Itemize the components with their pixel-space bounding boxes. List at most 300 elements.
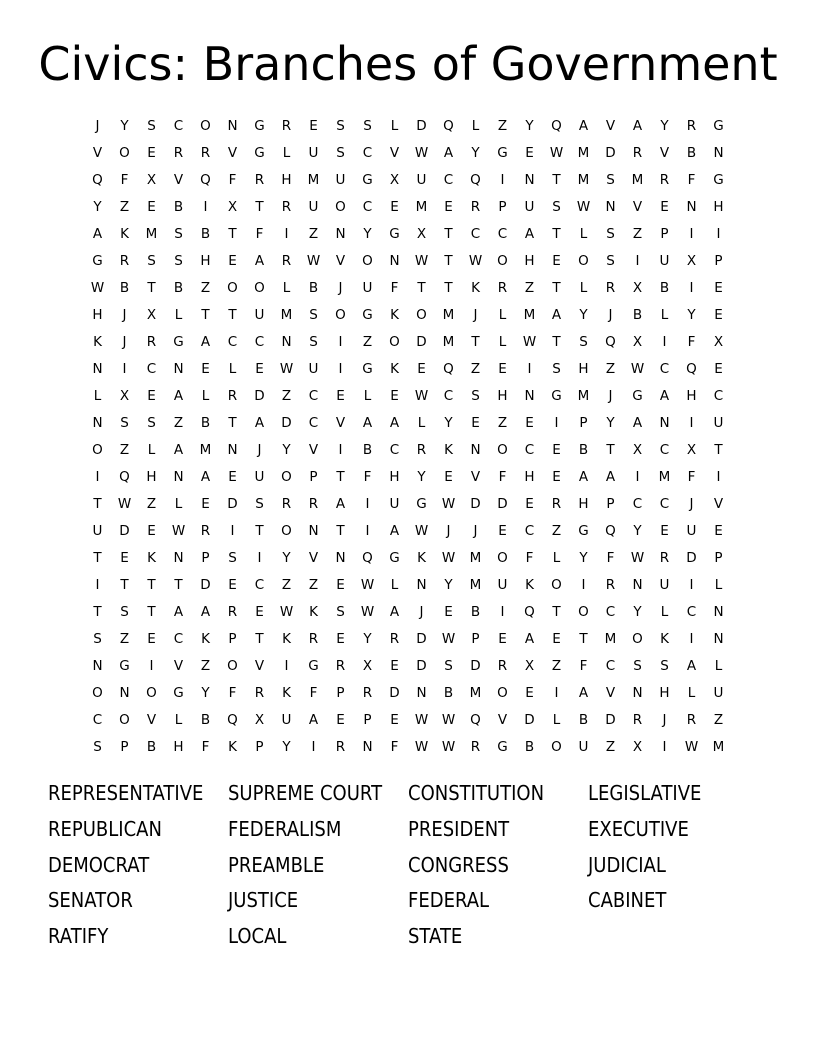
grid-letter: R xyxy=(470,199,481,215)
grid-letter: E xyxy=(552,631,561,647)
grid-letter: G xyxy=(713,118,724,134)
word-list-item: PRESIDENT xyxy=(408,816,510,841)
grid-letter: Y xyxy=(282,550,291,566)
grid-letter: K xyxy=(120,226,129,242)
grid-letter: Y xyxy=(363,226,372,242)
grid-letter: B xyxy=(173,280,184,296)
grid-letter: N xyxy=(92,658,103,674)
grid-letter: W xyxy=(576,199,591,215)
grid-letter: X xyxy=(632,280,643,296)
grid-letter: H xyxy=(92,307,103,323)
grid-letter: R xyxy=(254,172,265,188)
grid-letter: R xyxy=(632,712,643,728)
grid-letter: N xyxy=(524,172,535,188)
grid-letter: J xyxy=(257,442,262,458)
grid-letter: E xyxy=(444,469,453,485)
grid-letter: R xyxy=(605,280,616,296)
grid-letter: P xyxy=(309,469,318,485)
grid-row xyxy=(84,383,732,410)
grid-letter: V xyxy=(308,550,319,566)
grid-letter: I xyxy=(527,361,532,377)
grid-letter: D xyxy=(686,550,697,566)
grid-letter: E xyxy=(444,604,453,620)
grid-letter: W xyxy=(630,361,645,377)
grid-letter: V xyxy=(632,199,643,215)
grid-letter: U xyxy=(308,145,319,161)
grid-letter: C xyxy=(227,334,238,350)
grid-letter: T xyxy=(147,577,156,593)
grid-row xyxy=(84,653,732,680)
grid-letter: N xyxy=(605,199,616,215)
grid-letter: B xyxy=(200,415,211,431)
grid-letter: S xyxy=(309,307,318,323)
grid-letter: J xyxy=(689,496,694,512)
grid-letter: Y xyxy=(633,523,642,539)
grid-letter: J xyxy=(95,118,100,134)
grid-letter: V xyxy=(497,712,508,728)
grid-letter: N xyxy=(335,550,346,566)
grid-letter: N xyxy=(416,577,427,593)
grid-letter: T xyxy=(174,577,183,593)
word-list-item: LOCAL xyxy=(228,924,287,949)
grid-letter: L xyxy=(282,145,291,161)
grid-row xyxy=(84,140,732,167)
grid-letter: L xyxy=(147,442,156,458)
grid-letter: J xyxy=(446,523,451,539)
grid-letter: G xyxy=(389,226,400,242)
grid-letter: S xyxy=(147,118,156,134)
grid-letter: H xyxy=(686,388,697,404)
grid-letter: S xyxy=(93,739,102,755)
grid-letter: Y xyxy=(687,307,696,323)
grid-letter: A xyxy=(443,145,454,161)
grid-letter: E xyxy=(714,307,723,323)
grid-letter: O xyxy=(497,550,508,566)
grid-letter: I xyxy=(95,469,100,485)
grid-letter: Q xyxy=(686,361,697,377)
grid-row xyxy=(84,572,732,599)
grid-letter: A xyxy=(578,118,589,134)
grid-row xyxy=(84,626,732,653)
grid-letter: R xyxy=(227,388,238,404)
grid-letter: L xyxy=(93,388,102,404)
grid-letter: B xyxy=(146,739,157,755)
grid-letter: U xyxy=(308,199,319,215)
grid-letter: R xyxy=(281,496,292,512)
grid-letter: H xyxy=(389,469,400,485)
grid-letter: B xyxy=(200,226,211,242)
grid-row xyxy=(84,464,732,491)
grid-letter: K xyxy=(660,631,669,647)
grid-letter: F xyxy=(579,658,588,674)
grid-letter: V xyxy=(173,172,184,188)
grid-letter: C xyxy=(362,199,373,215)
grid-letter: D xyxy=(119,523,130,539)
word-list-item: CONSTITUTION xyxy=(408,781,545,805)
grid-letter: M xyxy=(280,307,293,323)
grid-letter: E xyxy=(498,361,507,377)
grid-letter: V xyxy=(308,442,319,458)
grid-letter: I xyxy=(257,550,262,566)
grid-letter: U xyxy=(362,280,373,296)
grid-letter: Z xyxy=(605,361,616,377)
grid-letter: Y xyxy=(471,145,480,161)
grid-letter: T xyxy=(255,199,264,215)
grid-letter: E xyxy=(417,361,426,377)
grid-letter: Z xyxy=(713,712,724,728)
grid-row xyxy=(84,491,732,518)
grid-letter: T xyxy=(228,226,237,242)
grid-letter: S xyxy=(147,415,156,431)
grid-letter: S xyxy=(606,253,615,269)
grid-letter: Q xyxy=(470,172,481,188)
grid-letter: U xyxy=(92,523,103,539)
grid-letter: Y xyxy=(201,685,210,701)
grid-letter: K xyxy=(93,334,102,350)
grid-letter: W xyxy=(117,496,132,512)
grid-letter: F xyxy=(201,739,210,755)
grid-letter: K xyxy=(147,550,156,566)
grid-letter: G xyxy=(632,388,643,404)
grid-letter: N xyxy=(308,523,319,539)
grid-letter: Y xyxy=(282,739,291,755)
grid-letter: K xyxy=(525,577,534,593)
grid-letter: A xyxy=(578,469,589,485)
grid-letter: M xyxy=(469,577,482,593)
grid-letter: V xyxy=(335,415,346,431)
grid-letter: G xyxy=(362,307,373,323)
grid-letter: S xyxy=(336,145,345,161)
grid-letter: D xyxy=(389,685,400,701)
grid-letter: N xyxy=(173,361,184,377)
grid-letter: A xyxy=(524,631,535,647)
grid-letter: G xyxy=(254,118,265,134)
grid-letter: I xyxy=(689,577,694,593)
grid-letter: T xyxy=(120,577,129,593)
grid-letter: I xyxy=(662,739,667,755)
grid-letter: W xyxy=(441,550,456,566)
grid-letter: D xyxy=(416,334,427,350)
grid-letter: Q xyxy=(443,118,454,134)
grid-letter: O xyxy=(227,280,238,296)
grid-letter: U xyxy=(659,577,670,593)
grid-row xyxy=(84,275,732,302)
grid-letter: S xyxy=(228,550,237,566)
grid-letter: W xyxy=(441,631,456,647)
grid-letter: Z xyxy=(119,442,130,458)
page-title: Civics: Branches of Government xyxy=(38,37,778,91)
grid-letter: M xyxy=(469,685,482,701)
grid-letter: D xyxy=(524,712,535,728)
grid-letter: E xyxy=(660,199,669,215)
grid-letter: L xyxy=(417,415,426,431)
grid-letter: I xyxy=(635,253,640,269)
grid-letter: V xyxy=(713,496,724,512)
grid-letter: M xyxy=(577,388,590,404)
word-list-item: SUPREME COURT xyxy=(228,781,383,805)
grid-letter: E xyxy=(336,388,345,404)
grid-letter: Z xyxy=(497,118,508,134)
word-list-item: CONGRESS xyxy=(408,852,509,877)
grid-letter: H xyxy=(281,172,292,188)
grid-letter: P xyxy=(660,226,669,242)
grid-letter: X xyxy=(632,334,643,350)
grid-letter: Y xyxy=(444,577,453,593)
grid-letter: O xyxy=(578,604,589,620)
grid-row xyxy=(84,356,732,383)
grid-letter: N xyxy=(713,631,724,647)
grid-letter: E xyxy=(228,577,237,593)
grid-letter: S xyxy=(120,415,129,431)
grid-letter: O xyxy=(92,685,103,701)
grid-letter: T xyxy=(255,523,264,539)
grid-letter: T xyxy=(147,604,156,620)
grid-letter: H xyxy=(146,469,157,485)
grid-letter: V xyxy=(389,145,400,161)
grid-letter: D xyxy=(605,145,616,161)
grid-letter: V xyxy=(254,658,265,674)
grid-letter: G xyxy=(173,334,184,350)
grid-letter: Z xyxy=(524,280,535,296)
grid-letter: D xyxy=(281,415,292,431)
grid-letter: V xyxy=(335,253,346,269)
grid-row xyxy=(84,680,732,707)
grid-letter: S xyxy=(174,226,183,242)
grid-letter: R xyxy=(173,145,184,161)
grid-letter: E xyxy=(552,469,561,485)
grid-letter: N xyxy=(92,415,103,431)
grid-letter: G xyxy=(362,172,373,188)
grid-letter: A xyxy=(578,685,589,701)
grid-letter: L xyxy=(390,577,399,593)
grid-letter: O xyxy=(119,712,130,728)
grid-letter: V xyxy=(659,145,670,161)
grid-letter: B xyxy=(362,442,373,458)
grid-letter: T xyxy=(336,469,345,485)
grid-letter: A xyxy=(173,388,184,404)
grid-letter: N xyxy=(524,388,535,404)
grid-letter: D xyxy=(254,388,265,404)
grid-letter: B xyxy=(119,280,130,296)
grid-letter: C xyxy=(605,658,616,674)
grid-letter: I xyxy=(122,361,127,377)
grid-letter: U xyxy=(578,739,589,755)
grid-letter: S xyxy=(606,172,615,188)
grid-letter: R xyxy=(362,685,373,701)
grid-letter: O xyxy=(362,253,373,269)
grid-letter: S xyxy=(93,631,102,647)
grid-letter: F xyxy=(606,550,615,566)
grid-letter: E xyxy=(147,145,156,161)
grid-letter: O xyxy=(551,739,562,755)
grid-letter: V xyxy=(470,469,481,485)
grid-letter: Y xyxy=(444,415,453,431)
grid-letter: L xyxy=(174,496,183,512)
grid-letter: C xyxy=(308,388,319,404)
grid-letter: I xyxy=(716,226,721,242)
grid-letter: T xyxy=(552,172,561,188)
grid-row xyxy=(84,329,732,356)
grid-letter: P xyxy=(714,550,723,566)
grid-letter: J xyxy=(608,388,613,404)
grid-letter: P xyxy=(498,199,507,215)
grid-letter: I xyxy=(689,415,694,431)
grid-letter: I xyxy=(662,334,667,350)
grid-row xyxy=(84,221,732,248)
grid-letter: I xyxy=(554,415,559,431)
grid-letter: Z xyxy=(119,631,130,647)
grid-letter: B xyxy=(578,712,589,728)
grid-letter: Z xyxy=(200,280,211,296)
grid-letter: T xyxy=(552,280,561,296)
grid-letter: C xyxy=(713,388,724,404)
grid-letter: F xyxy=(228,172,237,188)
grid-letter: O xyxy=(119,145,130,161)
word-list-item: SENATOR xyxy=(48,888,133,913)
word-list-item: REPRESENTATIVE xyxy=(48,781,204,805)
grid-letter: L xyxy=(228,361,237,377)
grid-letter: A xyxy=(605,469,616,485)
grid-letter: T xyxy=(714,442,723,458)
grid-letter: Z xyxy=(632,226,643,242)
grid-letter: H xyxy=(659,685,670,701)
grid-letter: R xyxy=(200,523,211,539)
grid-letter: P xyxy=(606,496,615,512)
grid-letter: S xyxy=(471,388,480,404)
grid-letter: S xyxy=(336,118,345,134)
grid-letter: A xyxy=(389,604,400,620)
grid-letter: E xyxy=(444,199,453,215)
grid-letter: O xyxy=(92,442,103,458)
grid-letter: W xyxy=(414,739,429,755)
grid-letter: R xyxy=(281,253,292,269)
grid-letter: T xyxy=(255,631,264,647)
grid-letter: P xyxy=(255,739,264,755)
grid-letter: V xyxy=(146,712,157,728)
grid-letter: I xyxy=(95,577,100,593)
grid-letter: U xyxy=(281,712,292,728)
grid-letter: I xyxy=(689,631,694,647)
grid-row xyxy=(84,167,732,194)
grid-letter: I xyxy=(284,226,289,242)
grid-letter: O xyxy=(416,307,427,323)
grid-letter: Q xyxy=(605,523,616,539)
grid-letter: E xyxy=(498,523,507,539)
grid-letter: O xyxy=(497,685,508,701)
grid-letter: T xyxy=(552,226,561,242)
grid-letter: T xyxy=(228,415,237,431)
grid-letter: Q xyxy=(200,172,211,188)
grid-letter: T xyxy=(93,496,102,512)
grid-letter: G xyxy=(92,253,103,269)
grid-letter: P xyxy=(714,253,723,269)
grid-letter: P xyxy=(120,739,129,755)
grid-row xyxy=(84,113,732,140)
grid-letter: E xyxy=(525,496,534,512)
grid-letter: A xyxy=(200,469,211,485)
grid-letter: O xyxy=(146,685,157,701)
grid-letter: A xyxy=(686,658,697,674)
grid-letter: Q xyxy=(443,361,454,377)
grid-letter: U xyxy=(524,199,535,215)
grid-letter: M xyxy=(631,172,644,188)
word-list-item: JUSTICE xyxy=(228,888,299,913)
word-list-item: FEDERALISM xyxy=(228,816,342,841)
grid-row xyxy=(84,545,732,572)
grid-letter: R xyxy=(686,118,697,134)
grid-letter: N xyxy=(227,118,238,134)
grid-letter: A xyxy=(200,334,211,350)
grid-letter: H xyxy=(200,253,211,269)
grid-letter: E xyxy=(228,253,237,269)
grid-letter: T xyxy=(606,442,615,458)
grid-letter: G xyxy=(497,145,508,161)
grid-letter: V xyxy=(605,685,616,701)
grid-letter: G xyxy=(713,172,724,188)
grid-letter: S xyxy=(579,334,588,350)
grid-letter: W xyxy=(630,550,645,566)
grid-letter: Y xyxy=(363,631,372,647)
word-list-item: STATE xyxy=(408,924,463,949)
grid-letter: C xyxy=(443,172,454,188)
grid-letter: D xyxy=(416,631,427,647)
grid-letter: U xyxy=(389,496,400,512)
grid-row xyxy=(84,437,732,464)
grid-letter: Z xyxy=(497,415,508,431)
grid-letter: E xyxy=(201,496,210,512)
grid-letter: N xyxy=(173,550,184,566)
grid-letter: W xyxy=(441,712,456,728)
grid-letter: H xyxy=(713,199,724,215)
grid-letter: R xyxy=(605,577,616,593)
grid-letter: Q xyxy=(470,712,481,728)
grid-letter: Z xyxy=(308,226,319,242)
grid-letter: L xyxy=(174,712,183,728)
word-list-item: PREAMBLE xyxy=(228,852,325,877)
grid-letter: I xyxy=(554,685,559,701)
grid-letter: S xyxy=(255,496,264,512)
grid-letter: A xyxy=(308,712,319,728)
grid-letter: E xyxy=(390,388,399,404)
grid-letter: Y xyxy=(282,442,291,458)
grid-letter: N xyxy=(470,442,481,458)
grid-letter: Z xyxy=(551,658,562,674)
grid-letter: G xyxy=(119,658,130,674)
grid-letter: R xyxy=(146,334,157,350)
grid-row xyxy=(84,248,732,275)
grid-letter: I xyxy=(338,334,343,350)
grid-letter: C xyxy=(659,496,670,512)
grid-letter: R xyxy=(254,685,265,701)
grid-letter: Z xyxy=(551,523,562,539)
grid-letter: E xyxy=(552,442,561,458)
grid-letter: O xyxy=(497,253,508,269)
grid-letter: B xyxy=(659,280,670,296)
grid-letter: T xyxy=(417,280,426,296)
grid-letter: G xyxy=(497,739,508,755)
grid-letter: F xyxy=(363,469,372,485)
grid-letter: V xyxy=(92,145,103,161)
grid-letter: R xyxy=(686,712,697,728)
grid-letter: I xyxy=(338,361,343,377)
grid-letter: M xyxy=(415,199,428,215)
grid-letter: R xyxy=(335,739,346,755)
grid-letter: O xyxy=(632,631,643,647)
grid-letter: Z xyxy=(308,577,319,593)
grid-letter: X xyxy=(254,712,265,728)
grid-letter: W xyxy=(414,388,429,404)
grid-letter: U xyxy=(308,361,319,377)
